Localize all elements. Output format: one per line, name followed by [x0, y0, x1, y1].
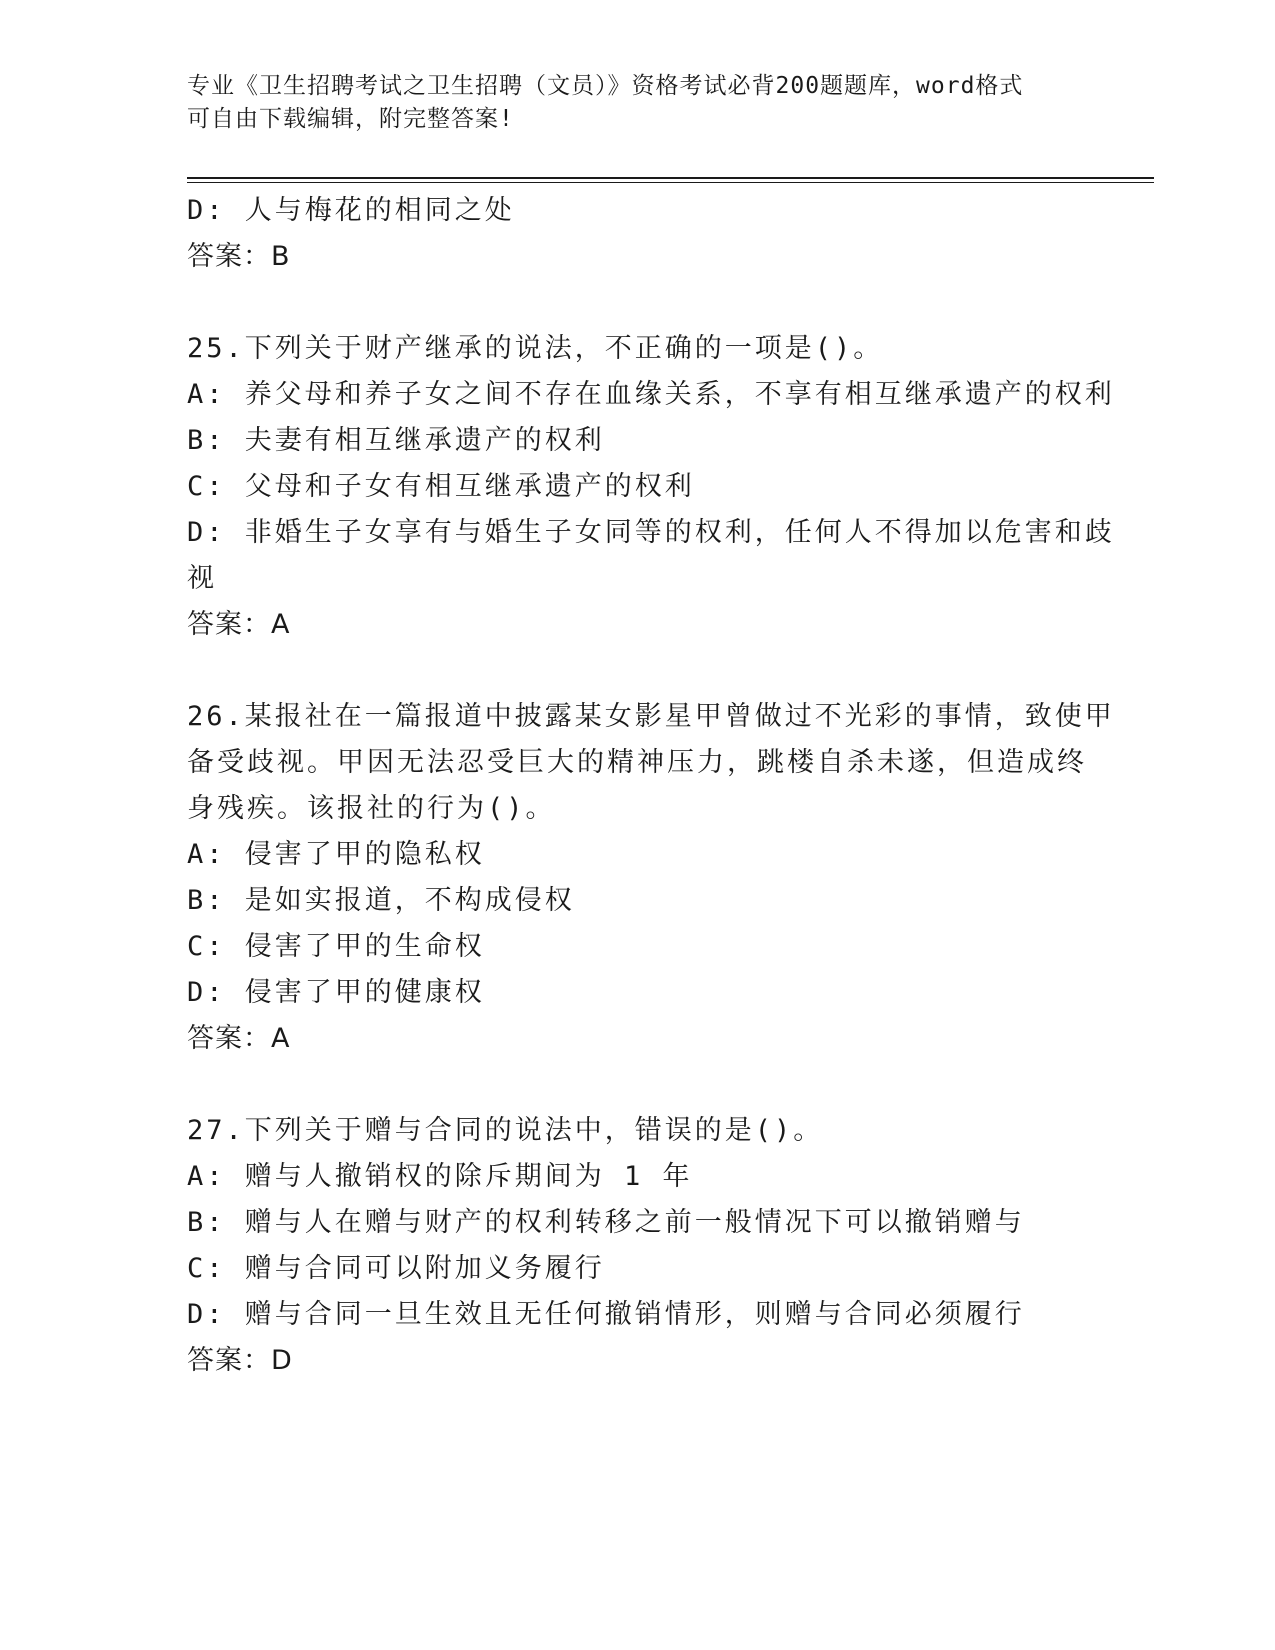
question-27-option-a: A: 赠与人撤销权的除斥期间为 1 年 — [187, 1161, 693, 1192]
question-27-option-b: B: 赠与人在赠与财产的权利转移之前一般情况下可以撤销赠与 — [187, 1207, 1025, 1238]
question-26-option-b: B: 是如实报道，不构成侵权 — [187, 885, 575, 916]
header-line-2: 可自由下载编辑，附完整答案! — [187, 106, 514, 132]
question-26-answer: 答案：A — [187, 1023, 291, 1054]
prev-answer: 答案：B — [187, 241, 291, 272]
question-26-option-d: D: 侵害了甲的健康权 — [187, 977, 485, 1008]
spacer — [187, 1062, 1087, 1108]
spacer — [187, 648, 1087, 694]
document-header — [187, 70, 1087, 136]
question-26-stem-cont: 身残疾。该报社的行为()。 — [187, 793, 556, 824]
question-27-stem: 27.下列关于赠与合同的说法中，错误的是()。 — [187, 1115, 824, 1146]
question-26-stem: 26.某报社在一篇报道中披露某女影星甲曾做过不光彩的事情，致使甲 — [187, 701, 1115, 732]
question-25-stem: 25.下列关于财产继承的说法，不正确的一项是()。 — [187, 333, 884, 364]
question-25-answer: 答案：A — [187, 609, 291, 640]
question-25-option-c: C: 父母和子女有相互继承遗产的权利 — [187, 471, 695, 502]
question-25-option-a: A: 养父母和养子女之间不存在血缘关系，不享有相互继承遗产的权利 — [187, 379, 1115, 410]
header-line-1: 专业《卫生招聘考试之卫生招聘（文员）》资格考试必背200题题库，word格式 — [187, 73, 1024, 99]
question-25 — [187, 326, 1115, 648]
header-rule-thick — [187, 177, 1154, 179]
spacer — [187, 280, 1087, 326]
question-26-option-a: A: 侵害了甲的隐私权 — [187, 839, 485, 870]
question-25-option-d: D: 非婚生子女享有与婚生子女同等的权利，任何人不得加以危害和歧 — [187, 517, 1115, 548]
question-26-stem-cont: 备受歧视。甲因无法忍受巨大的精神压力，跳楼自杀未遂，但造成终 — [187, 747, 1087, 778]
question-27-option-c: C: 赠与合同可以附加义务履行 — [187, 1253, 605, 1284]
document-body — [187, 188, 1115, 1384]
question-27-answer: 答案：D — [187, 1345, 293, 1376]
question-26-option-c: C: 侵害了甲的生命权 — [187, 931, 485, 962]
question-27 — [187, 1108, 1087, 1384]
prev-option-d: D: 人与梅花的相同之处 — [187, 195, 515, 226]
question-26 — [187, 694, 1115, 1062]
question-25-option-b: B: 夫妻有相互继承遗产的权利 — [187, 425, 605, 456]
question-25-option-d-cont: 视 — [187, 563, 217, 594]
question-27-option-d: D: 赠与合同一旦生效且无任何撤销情形，则赠与合同必须履行 — [187, 1299, 1025, 1330]
header-rule-thin — [187, 182, 1154, 183]
